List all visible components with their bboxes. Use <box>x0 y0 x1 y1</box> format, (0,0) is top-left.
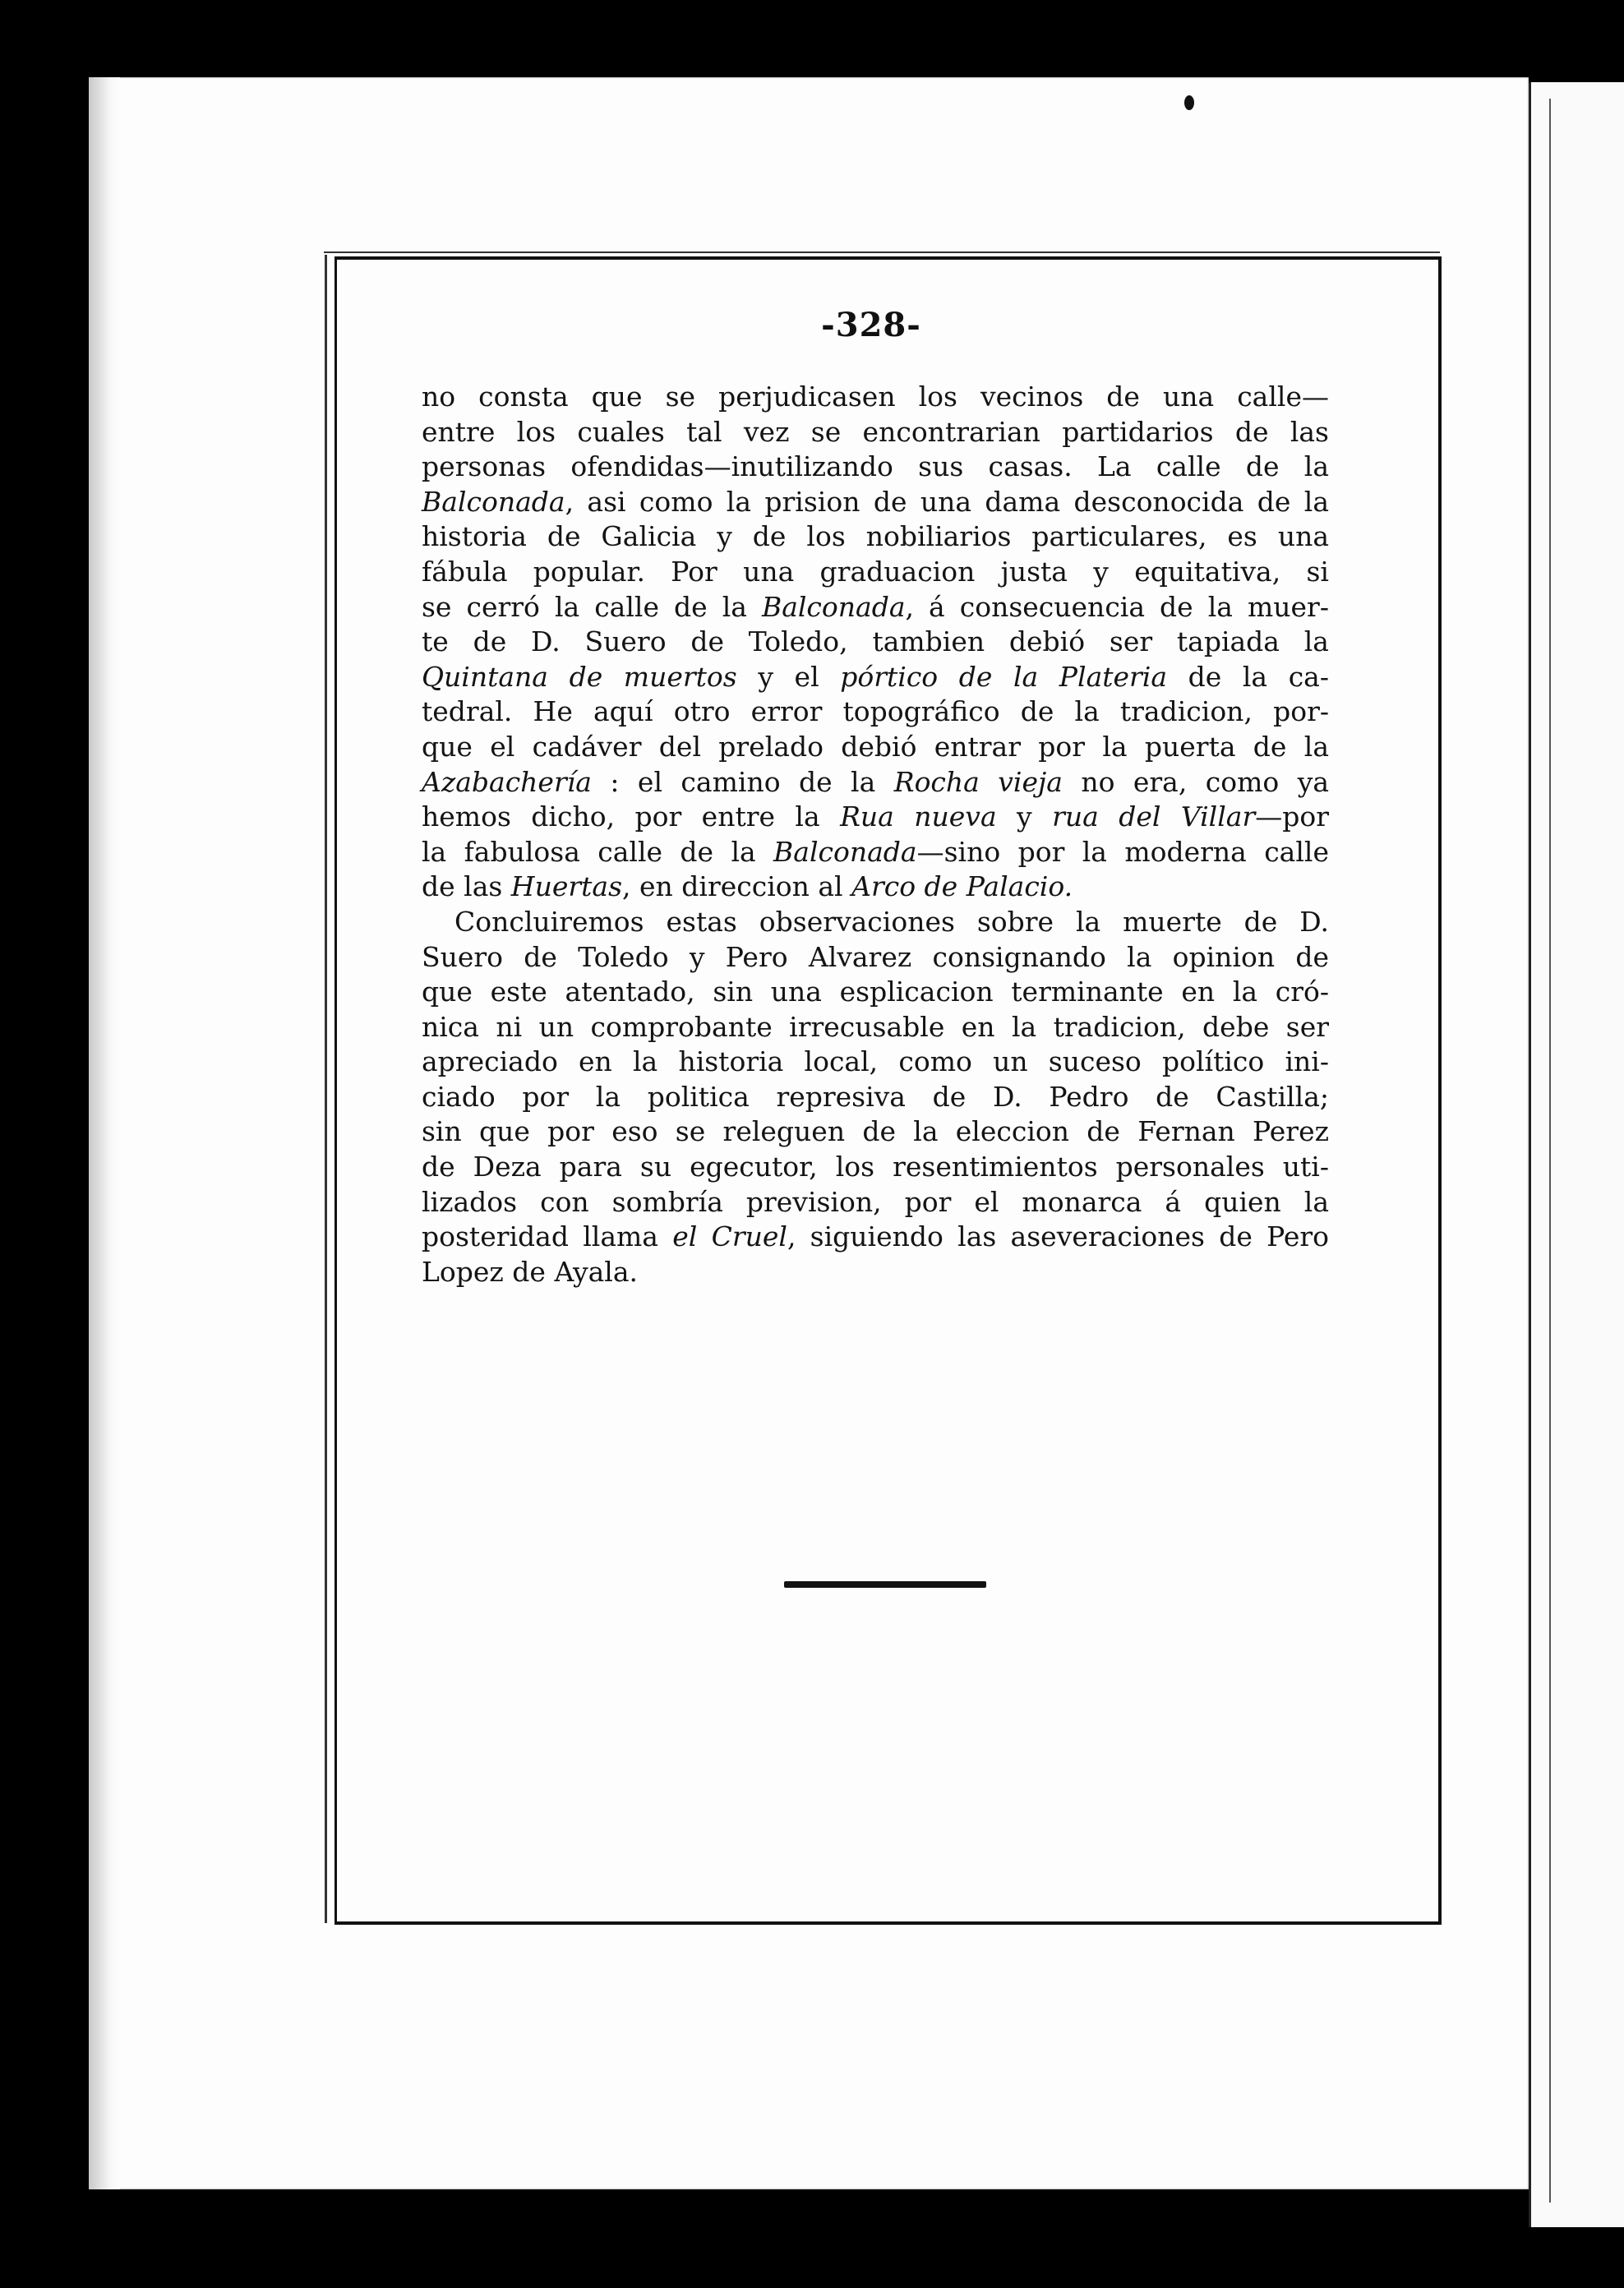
italic-text: Balconada <box>773 835 917 868</box>
text-line <box>422 485 1329 520</box>
text-line <box>422 555 1329 590</box>
text-run: no consta que se perjudicasen los vecinos de una calle— <box>422 381 1329 413</box>
text-line <box>422 730 1329 765</box>
text-line <box>422 765 1329 800</box>
italic-text: rua del Villar <box>1052 800 1256 833</box>
text-line <box>422 835 1329 870</box>
paragraph <box>422 905 1329 1290</box>
text-run: te de D. Suero de Toledo, tambien debió ser tapiada la <box>422 625 1329 658</box>
text-line <box>422 1080 1329 1115</box>
end-ornament-rule <box>784 1581 986 1588</box>
text-line <box>422 1045 1329 1080</box>
text-run: , siguiendo las aseveraciones de Pero <box>787 1220 1329 1253</box>
text-line <box>422 975 1329 1010</box>
text-run: apreciado en la historia local, como un suceso político ini- <box>422 1045 1329 1078</box>
italic-text: Balconada <box>761 590 906 623</box>
text-run: , á consecuencia de la muer- <box>905 590 1329 623</box>
italic-text: el Cruel <box>672 1220 787 1253</box>
text-run: de Deza para su egecutor, los resentimientos personales uti- <box>422 1151 1329 1183</box>
text-run: que el cadáver del prelado debió entrar por la puerta de la <box>422 730 1329 763</box>
body-text <box>422 380 1329 1289</box>
text-line <box>422 380 1329 415</box>
text-line <box>422 940 1329 976</box>
italic-text: Balconada <box>422 485 565 518</box>
text-run: Concluiremos estas observaciones sobre la muerte de D. <box>454 905 1329 938</box>
text-run: Suero de Toledo y Pero Alvarez consignando la opinion de <box>422 940 1329 973</box>
frame-outer-rule-top <box>324 251 1440 253</box>
text-run: , asi como la prision de una dama desconocida de la <box>565 485 1329 518</box>
italic-text: Arco de Palacio. <box>851 870 1073 903</box>
text-line <box>422 1220 1329 1255</box>
text-run: hemos dicho, por entre la <box>422 800 841 833</box>
text-run: de las <box>422 870 511 903</box>
text-line <box>422 450 1329 485</box>
italic-text: Rocha vieja <box>893 765 1063 798</box>
text-run: y <box>996 800 1053 833</box>
text-run: lizados con sombría prevision, por el monarca á quien la <box>422 1185 1329 1218</box>
frame-outer-rule-left <box>325 255 327 1923</box>
text-line <box>422 694 1329 730</box>
italic-text: Azabachería <box>422 765 592 798</box>
text-run: tedral. He aquí otro error topográfico de la tradicion, por- <box>422 695 1329 728</box>
text-line <box>422 1255 1329 1290</box>
italic-text: Huertas <box>510 870 623 903</box>
text-run: entre los cuales tal vez se encontrarian partidarios de las <box>422 415 1329 448</box>
italic-text: Quintana de muertos <box>422 660 737 693</box>
ink-spot <box>1184 95 1194 110</box>
text-run: personas ofendidas—inutilizando sus casas. La calle de la <box>422 450 1329 483</box>
text-line <box>422 660 1329 695</box>
facing-page-margin-line <box>1549 99 1551 2203</box>
text-run: no era, como ya <box>1062 765 1330 798</box>
text-run: , en direccion al <box>622 870 852 903</box>
text-line <box>422 1114 1329 1150</box>
text-run: ciado por la politica represiva de D. Pedro de Castilla; <box>422 1080 1329 1113</box>
text-run: —por <box>1255 800 1329 833</box>
text-line <box>422 625 1329 660</box>
text-run: posteridad llama <box>422 1220 673 1253</box>
facing-page-edge <box>1529 82 1624 2227</box>
text-line <box>422 800 1329 835</box>
page-number: -328- <box>821 306 921 344</box>
text-line <box>422 1010 1329 1045</box>
text-run: y el <box>736 660 841 693</box>
italic-text: pórtico de la Plateria <box>840 660 1168 693</box>
text-run: la fabulosa calle de la <box>422 835 774 868</box>
text-line <box>422 1185 1329 1220</box>
text-line <box>422 870 1329 905</box>
text-run: : el camino de la <box>591 765 894 798</box>
text-line <box>422 905 1329 940</box>
text-run: fábula popular. Por una graduacion justa y equitativa, si <box>422 555 1329 588</box>
text-line <box>422 590 1329 625</box>
text-run: historia de Galicia y de los nobiliarios particulares, es una <box>422 520 1329 553</box>
text-run: —sino por la moderna calle <box>916 835 1329 868</box>
text-line <box>422 1150 1329 1185</box>
text-line <box>422 415 1329 450</box>
text-run: sin que por eso se releguen de la eleccion de Fernan Perez <box>422 1115 1329 1148</box>
page-binding-edge <box>89 77 120 2189</box>
text-run: de la ca- <box>1167 660 1329 693</box>
text-line <box>422 519 1329 555</box>
text-run: Lopez de Ayala. <box>422 1255 638 1288</box>
italic-text: Rua nueva <box>840 800 997 833</box>
paragraph <box>422 380 1329 905</box>
text-run: que este atentado, sin una esplicacion terminante en la cró- <box>422 976 1329 1008</box>
text-run: nica ni un comprobante irrecusable en la tradicion, debe ser <box>422 1010 1329 1043</box>
text-run: se cerró la calle de la <box>422 590 762 623</box>
